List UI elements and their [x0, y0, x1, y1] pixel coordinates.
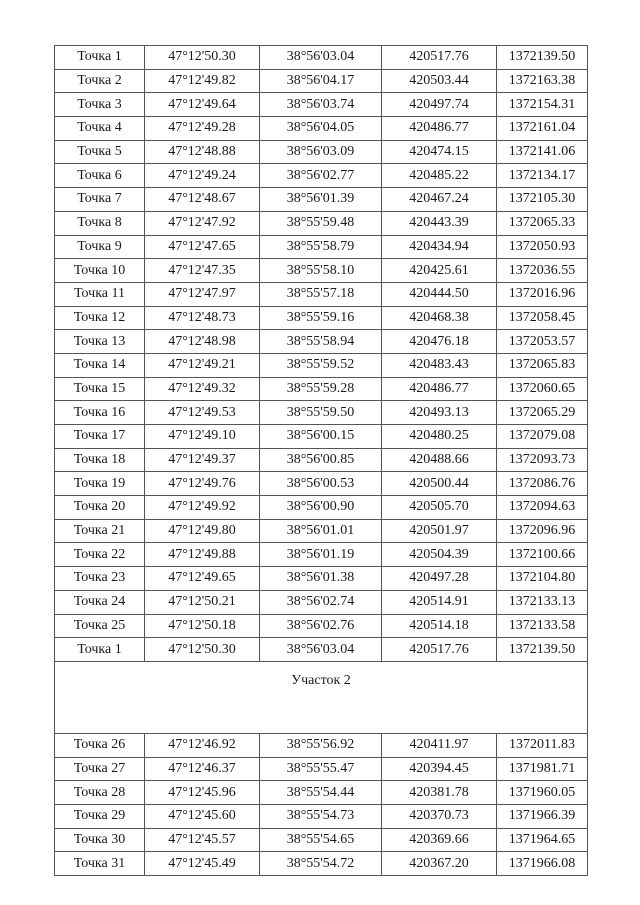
table-row	[55, 353, 588, 377]
longitude-cell: 38°56'01.39	[260, 188, 382, 212]
y-coordinate-cell: 1371964.65	[497, 828, 588, 852]
y-coordinate-cell: 1372053.57	[497, 330, 588, 354]
longitude-cell: 38°55'54.65	[260, 828, 382, 852]
point-name-cell: Точка 6	[55, 164, 145, 188]
longitude-cell: 38°56'03.74	[260, 93, 382, 117]
y-coordinate-cell: 1372139.50	[497, 638, 588, 662]
y-coordinate-cell: 1372163.38	[497, 69, 588, 93]
latitude-cell: 47°12'46.92	[145, 733, 260, 757]
latitude-cell: 47°12'49.10	[145, 425, 260, 449]
x-coordinate-cell: 420486.77	[382, 377, 497, 401]
x-coordinate-cell: 420493.13	[382, 401, 497, 425]
y-coordinate-cell: 1372134.17	[497, 164, 588, 188]
latitude-cell: 47°12'46.37	[145, 757, 260, 781]
table-row	[55, 140, 588, 164]
latitude-cell: 47°12'45.96	[145, 781, 260, 805]
y-coordinate-cell: 1372133.13	[497, 590, 588, 614]
table-row	[55, 852, 588, 876]
x-coordinate-cell: 420505.70	[382, 496, 497, 520]
y-coordinate-cell: 1372094.63	[497, 496, 588, 520]
point-name-cell: Точка 27	[55, 757, 145, 781]
x-coordinate-cell: 420370.73	[382, 804, 497, 828]
section-2-title: Участок 2	[55, 661, 588, 733]
x-coordinate-cell: 420476.18	[382, 330, 497, 354]
table-row	[55, 448, 588, 472]
x-coordinate-cell: 420483.43	[382, 353, 497, 377]
y-coordinate-cell: 1372093.73	[497, 448, 588, 472]
y-coordinate-cell: 1371981.71	[497, 757, 588, 781]
y-coordinate-cell: 1372161.04	[497, 117, 588, 141]
latitude-cell: 47°12'49.88	[145, 543, 260, 567]
point-name-cell: Точка 29	[55, 804, 145, 828]
point-name-cell: Точка 28	[55, 781, 145, 805]
longitude-cell: 38°56'00.53	[260, 472, 382, 496]
y-coordinate-cell: 1372086.76	[497, 472, 588, 496]
y-coordinate-cell: 1372058.45	[497, 306, 588, 330]
longitude-cell: 38°55'59.28	[260, 377, 382, 401]
latitude-cell: 47°12'49.64	[145, 93, 260, 117]
x-coordinate-cell: 420369.66	[382, 828, 497, 852]
point-name-cell: Точка 17	[55, 425, 145, 449]
x-coordinate-cell: 420425.61	[382, 259, 497, 283]
latitude-cell: 47°12'50.18	[145, 614, 260, 638]
longitude-cell: 38°55'56.92	[260, 733, 382, 757]
latitude-cell: 47°12'48.98	[145, 330, 260, 354]
latitude-cell: 47°12'49.37	[145, 448, 260, 472]
x-coordinate-cell: 420497.74	[382, 93, 497, 117]
x-coordinate-cell: 420501.97	[382, 519, 497, 543]
y-coordinate-cell: 1372154.31	[497, 93, 588, 117]
x-coordinate-cell: 420411.97	[382, 733, 497, 757]
x-coordinate-cell: 420467.24	[382, 188, 497, 212]
latitude-cell: 47°12'49.65	[145, 567, 260, 591]
x-coordinate-cell: 420485.22	[382, 164, 497, 188]
x-coordinate-cell: 420443.39	[382, 211, 497, 235]
latitude-cell: 47°12'45.60	[145, 804, 260, 828]
coordinates-page	[54, 45, 587, 876]
longitude-cell: 38°55'54.72	[260, 852, 382, 876]
x-coordinate-cell: 420468.38	[382, 306, 497, 330]
point-name-cell: Точка 23	[55, 567, 145, 591]
longitude-cell: 38°56'04.05	[260, 117, 382, 141]
table-row	[55, 306, 588, 330]
table-row	[55, 590, 588, 614]
y-coordinate-cell: 1372011.83	[497, 733, 588, 757]
point-name-cell: Точка 4	[55, 117, 145, 141]
point-name-cell: Точка 16	[55, 401, 145, 425]
x-coordinate-cell: 420367.20	[382, 852, 497, 876]
point-name-cell: Точка 22	[55, 543, 145, 567]
y-coordinate-cell: 1372139.50	[497, 46, 588, 70]
y-coordinate-cell: 1372096.96	[497, 519, 588, 543]
point-name-cell: Точка 25	[55, 614, 145, 638]
table-row	[55, 211, 588, 235]
point-name-cell: Точка 26	[55, 733, 145, 757]
longitude-cell: 38°55'58.79	[260, 235, 382, 259]
point-name-cell: Точка 5	[55, 140, 145, 164]
longitude-cell: 38°55'59.50	[260, 401, 382, 425]
x-coordinate-cell: 420486.77	[382, 117, 497, 141]
point-name-cell: Точка 11	[55, 282, 145, 306]
y-coordinate-cell: 1372133.58	[497, 614, 588, 638]
y-coordinate-cell: 1372065.29	[497, 401, 588, 425]
point-name-cell: Точка 1	[55, 638, 145, 662]
longitude-cell: 38°56'01.38	[260, 567, 382, 591]
x-coordinate-cell: 420474.15	[382, 140, 497, 164]
latitude-cell: 47°12'47.92	[145, 211, 260, 235]
table-row	[55, 496, 588, 520]
longitude-cell: 38°56'02.76	[260, 614, 382, 638]
table-row	[55, 259, 588, 283]
section-1-body	[55, 46, 588, 662]
table-row	[55, 472, 588, 496]
table-row	[55, 543, 588, 567]
latitude-cell: 47°12'49.32	[145, 377, 260, 401]
point-name-cell: Точка 9	[55, 235, 145, 259]
longitude-cell: 38°56'03.09	[260, 140, 382, 164]
longitude-cell: 38°55'54.73	[260, 804, 382, 828]
x-coordinate-cell: 420504.39	[382, 543, 497, 567]
y-coordinate-cell: 1372016.96	[497, 282, 588, 306]
y-coordinate-cell: 1372104.80	[497, 567, 588, 591]
longitude-cell: 38°56'03.04	[260, 638, 382, 662]
section-2-header	[55, 661, 588, 733]
table-row	[55, 614, 588, 638]
latitude-cell: 47°12'49.28	[145, 117, 260, 141]
x-coordinate-cell: 420480.25	[382, 425, 497, 449]
latitude-cell: 47°12'50.30	[145, 638, 260, 662]
longitude-cell: 38°55'54.44	[260, 781, 382, 805]
point-name-cell: Точка 12	[55, 306, 145, 330]
longitude-cell: 38°56'02.77	[260, 164, 382, 188]
longitude-cell: 38°56'00.85	[260, 448, 382, 472]
y-coordinate-cell: 1372060.65	[497, 377, 588, 401]
longitude-cell: 38°55'59.52	[260, 353, 382, 377]
longitude-cell: 38°56'00.90	[260, 496, 382, 520]
y-coordinate-cell: 1372141.06	[497, 140, 588, 164]
y-coordinate-cell: 1372050.93	[497, 235, 588, 259]
table-row	[55, 804, 588, 828]
latitude-cell: 47°12'49.82	[145, 69, 260, 93]
longitude-cell: 38°56'02.74	[260, 590, 382, 614]
longitude-cell: 38°56'03.04	[260, 46, 382, 70]
table-row	[55, 567, 588, 591]
y-coordinate-cell: 1371966.39	[497, 804, 588, 828]
longitude-cell: 38°55'57.18	[260, 282, 382, 306]
point-name-cell: Точка 15	[55, 377, 145, 401]
latitude-cell: 47°12'49.92	[145, 496, 260, 520]
longitude-cell: 38°56'01.19	[260, 543, 382, 567]
latitude-cell: 47°12'49.76	[145, 472, 260, 496]
point-name-cell: Точка 20	[55, 496, 145, 520]
point-name-cell: Точка 13	[55, 330, 145, 354]
latitude-cell: 47°12'50.21	[145, 590, 260, 614]
x-coordinate-cell: 420514.18	[382, 614, 497, 638]
latitude-cell: 47°12'48.67	[145, 188, 260, 212]
x-coordinate-cell: 420394.45	[382, 757, 497, 781]
table-row	[55, 828, 588, 852]
x-coordinate-cell: 420381.78	[382, 781, 497, 805]
table-row	[55, 235, 588, 259]
longitude-cell: 38°55'59.48	[260, 211, 382, 235]
table-row	[55, 164, 588, 188]
latitude-cell: 47°12'49.21	[145, 353, 260, 377]
point-name-cell: Точка 30	[55, 828, 145, 852]
y-coordinate-cell: 1372105.30	[497, 188, 588, 212]
table-row	[55, 401, 588, 425]
x-coordinate-cell: 420517.76	[382, 638, 497, 662]
point-name-cell: Точка 3	[55, 93, 145, 117]
point-name-cell: Точка 24	[55, 590, 145, 614]
longitude-cell: 38°55'58.94	[260, 330, 382, 354]
longitude-cell: 38°56'01.01	[260, 519, 382, 543]
latitude-cell: 47°12'47.97	[145, 282, 260, 306]
y-coordinate-cell: 1372079.08	[497, 425, 588, 449]
longitude-cell: 38°56'04.17	[260, 69, 382, 93]
y-coordinate-cell: 1372065.83	[497, 353, 588, 377]
table-row	[55, 93, 588, 117]
latitude-cell: 47°12'49.24	[145, 164, 260, 188]
table-row	[55, 282, 588, 306]
x-coordinate-cell: 420444.50	[382, 282, 497, 306]
latitude-cell: 47°12'47.35	[145, 259, 260, 283]
x-coordinate-cell: 420517.76	[382, 46, 497, 70]
y-coordinate-cell: 1372036.55	[497, 259, 588, 283]
x-coordinate-cell: 420488.66	[382, 448, 497, 472]
latitude-cell: 47°12'45.57	[145, 828, 260, 852]
point-name-cell: Точка 2	[55, 69, 145, 93]
y-coordinate-cell: 1371966.08	[497, 852, 588, 876]
latitude-cell: 47°12'48.73	[145, 306, 260, 330]
x-coordinate-cell: 420434.94	[382, 235, 497, 259]
table-row	[55, 638, 588, 662]
table-row	[55, 425, 588, 449]
point-name-cell: Точка 21	[55, 519, 145, 543]
point-name-cell: Точка 14	[55, 353, 145, 377]
point-name-cell: Точка 7	[55, 188, 145, 212]
point-name-cell: Точка 8	[55, 211, 145, 235]
y-coordinate-cell: 1372065.33	[497, 211, 588, 235]
x-coordinate-cell: 420503.44	[382, 69, 497, 93]
x-coordinate-cell: 420497.28	[382, 567, 497, 591]
longitude-cell: 38°55'59.16	[260, 306, 382, 330]
table-row	[55, 188, 588, 212]
x-coordinate-cell: 420500.44	[382, 472, 497, 496]
latitude-cell: 47°12'47.65	[145, 235, 260, 259]
point-name-cell: Точка 1	[55, 46, 145, 70]
x-coordinate-cell: 420514.91	[382, 590, 497, 614]
y-coordinate-cell: 1371960.05	[497, 781, 588, 805]
longitude-cell: 38°55'55.47	[260, 757, 382, 781]
table-row	[55, 377, 588, 401]
latitude-cell: 47°12'48.88	[145, 140, 260, 164]
point-name-cell: Точка 10	[55, 259, 145, 283]
latitude-cell: 47°12'45.49	[145, 852, 260, 876]
table-row	[55, 757, 588, 781]
table-row	[55, 330, 588, 354]
longitude-cell: 38°55'58.10	[260, 259, 382, 283]
table-row	[55, 46, 588, 70]
table-row	[55, 69, 588, 93]
section-2-body	[55, 733, 588, 875]
y-coordinate-cell: 1372100.66	[497, 543, 588, 567]
latitude-cell: 47°12'49.53	[145, 401, 260, 425]
point-name-cell: Точка 18	[55, 448, 145, 472]
table-row	[55, 781, 588, 805]
point-name-cell: Точка 19	[55, 472, 145, 496]
coordinates-table	[54, 45, 588, 876]
longitude-cell: 38°56'00.15	[260, 425, 382, 449]
table-row	[55, 733, 588, 757]
table-row	[55, 519, 588, 543]
point-name-cell: Точка 31	[55, 852, 145, 876]
table-row	[55, 117, 588, 141]
latitude-cell: 47°12'50.30	[145, 46, 260, 70]
latitude-cell: 47°12'49.80	[145, 519, 260, 543]
